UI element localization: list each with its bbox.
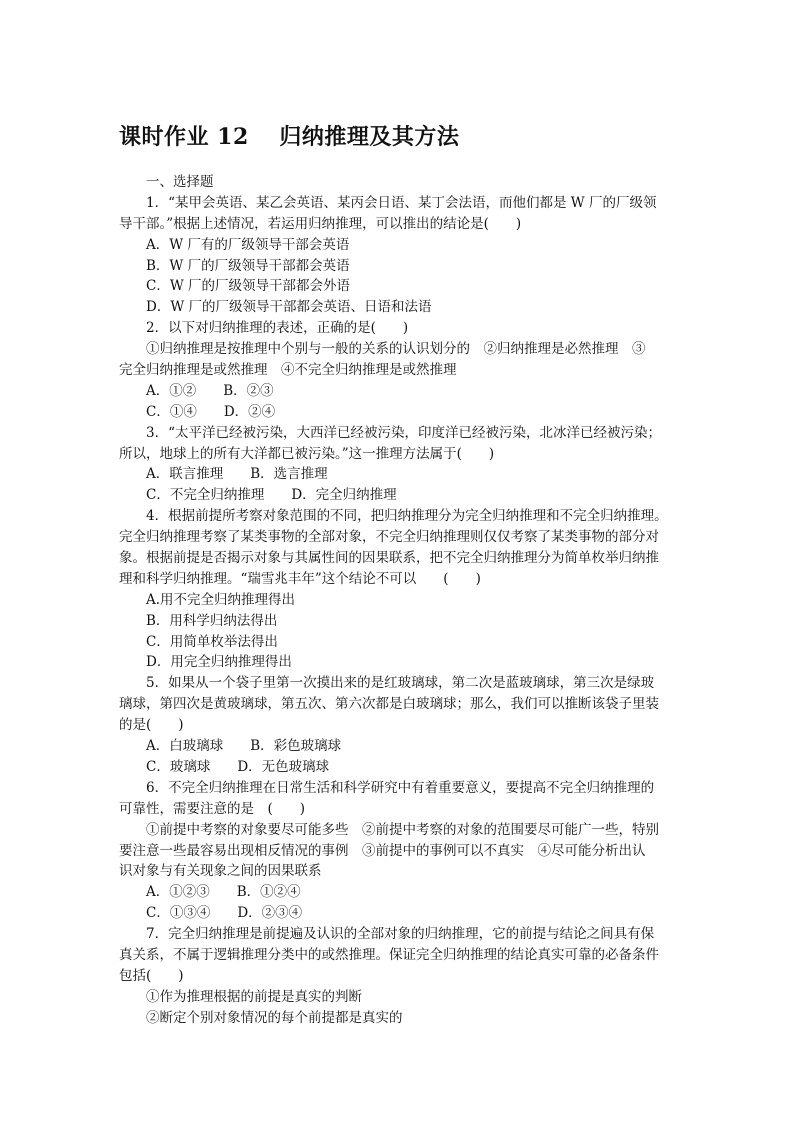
option-4a: A.用不完全归纳推理得出 bbox=[146, 591, 296, 608]
question-4-line-4: 理和科学归纳推理。“瑞雪兆丰年”这个结论不可以 ( ) bbox=[119, 570, 481, 587]
question-5-line-1: 5．如果从一个袋子里第一次摸出来的是红玻璃球，第二次是蓝玻璃球，第三次是绿玻 bbox=[146, 675, 655, 692]
options-2cd: C．①④ D．②④ bbox=[146, 403, 276, 420]
page-title: 课时作业 12 归纳推理及其方法 bbox=[119, 124, 460, 150]
question-7-statement-1: ①作为推理根据的前提是真实的判断 bbox=[146, 988, 362, 1005]
options-3ab: A．联言推理 B．选言推理 bbox=[146, 466, 328, 483]
options-6ab: A．①②③ B．①②④ bbox=[146, 884, 301, 901]
option-1a: A．W 厂有的厂级领导干部会英语 bbox=[146, 236, 350, 253]
question-4-line-3: 象。根据前提是否揭示对象与其属性间的因果联系，把不完全归纳推理分为简单枚举归纳推 bbox=[119, 550, 659, 567]
question-2-statements-line-2: 完全归纳推理是或然推理 ④不完全归纳推理是或然推理 bbox=[119, 362, 457, 379]
question-3-line-1: 3．“太平洋已经被污染，大西洋已经被污染，印度洋已经被污染，北冰洋已经被污染； bbox=[146, 424, 661, 441]
option-1b: B．W 厂的厂级领导干部都会英语 bbox=[146, 257, 350, 274]
question-7-statement-2: ②断定个别对象情况的每个前提都是真实的 bbox=[146, 1009, 403, 1026]
question-4-line-1: 4．根据前提所考察对象范围的不同，把归纳推理分为完全归纳推理和不完全归纳推理。 bbox=[146, 508, 668, 525]
option-1c: C．W 厂的厂级领导干部都会外语 bbox=[146, 278, 350, 295]
question-6-statements-line-1: ①前提中考察的对象要尽可能多些 ②前提中考察的对象的范围要尽可能广一些，特别 bbox=[146, 821, 659, 838]
question-3-line-2: 所以，地球上的所有大洋都已被污染。”这一推理方法属于( ) bbox=[119, 445, 495, 462]
options-5ab: A．白玻璃球 B．彩色玻璃球 bbox=[146, 738, 342, 755]
question-7-line-2: 真关系，不属于逻辑推理分类中的或然推理。保证完全归纳推理的结论真实可靠的必备条件 bbox=[119, 946, 659, 963]
options-6cd: C．①③④ D．②③④ bbox=[146, 905, 303, 922]
options-5cd: C．玻璃球 D．无色玻璃球 bbox=[146, 758, 330, 775]
question-7-line-3: 包括( ) bbox=[119, 967, 184, 984]
question-2: 2．以下对归纳推理的表述，正确的是( ) bbox=[146, 320, 409, 337]
question-6-line-2: 可靠性，需要注意的是 ( ) bbox=[119, 800, 306, 817]
question-7-line-1: 7．完全归纳推理是前提遍及认识的全部对象的归纳推理，它的前提与结论之间具有保 bbox=[146, 926, 655, 943]
question-2-statements-line-1: ①归纳推理是按推理中个别与一般的关系的认识划分的 ②归纳推理是必然推理 ③ bbox=[146, 341, 646, 358]
options-3cd: C．不完全归纳推理 D．完全归纳推理 bbox=[146, 487, 397, 504]
option-4c: C．用简单枚举法得出 bbox=[146, 633, 278, 650]
options-2ab: A．①② B．②③ bbox=[146, 382, 274, 399]
question-6-statements-line-2: 要注意一些最容易出现相反情况的事例 ③前提中的事例可以不真实 ④尽可能分析出认 bbox=[119, 842, 646, 859]
question-1-line-2: 导干部。”根据上述情况，若运用归纳推理，可以推出的结论是( ) bbox=[119, 215, 522, 232]
option-1d: D．W 厂的厂级领导干部都会英语、日语和法语 bbox=[146, 299, 432, 316]
option-4d: D．用完全归纳推理得出 bbox=[146, 654, 292, 671]
exercise-content bbox=[119, 172, 677, 1029]
question-1-line-1: 1．“某甲会英语、某乙会英语、某丙会日语、某丁会法语，而他们都是 W 厂的厂级领 bbox=[146, 194, 657, 211]
question-5-line-2: 璃球，第四次是黄玻璃球，第五次、第六次都是白玻璃球；那么，我们可以推断该袋子里装 bbox=[119, 696, 659, 713]
question-5-line-3: 的是( ) bbox=[119, 717, 184, 734]
question-6-statements-line-3: 识对象与有关现象之间的因果联系 bbox=[119, 863, 322, 880]
option-4b: B．用科学归纳法得出 bbox=[146, 612, 278, 629]
question-6-line-1: 6．不完全归纳推理在日常生活和科学研究中有着重要意义，要提高不完全归纳推理的 bbox=[146, 779, 655, 796]
question-4-line-2: 完全归纳推理考察了某类事物的全部对象，不完全归纳推理则仅仅考察了某类事物的部分对 bbox=[119, 529, 659, 546]
section-heading: 一、选择题 bbox=[146, 174, 214, 190]
